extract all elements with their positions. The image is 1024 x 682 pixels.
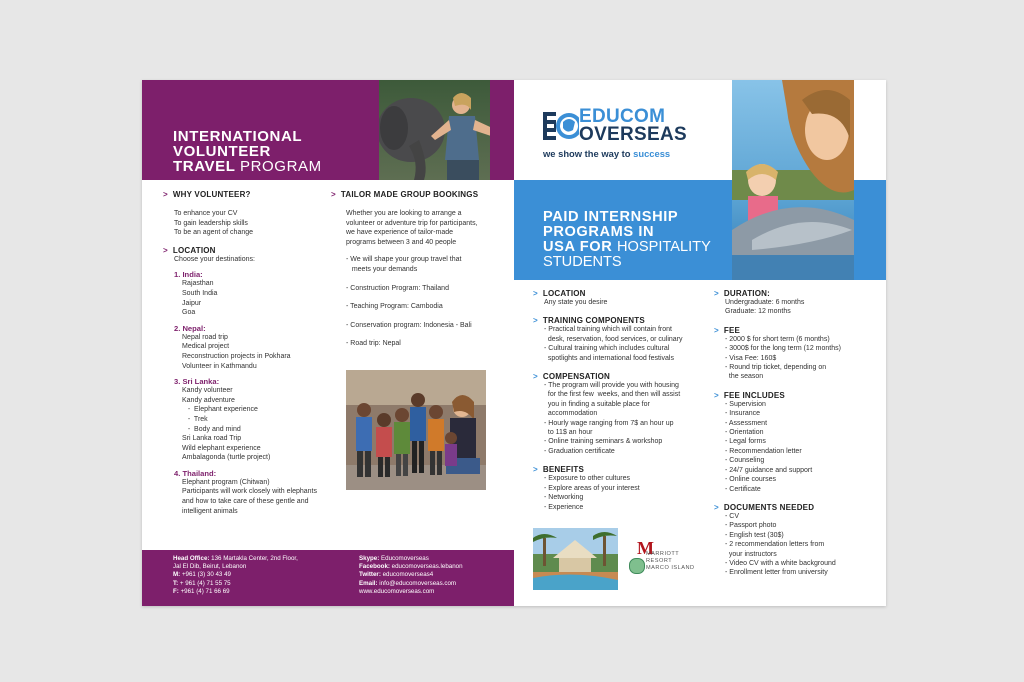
brochure-sheet: INTERNATIONAL VOLUNTEER TRAVEL PROGRAM > WHY VOLUNTEER? To enhance your CV To gain leadership skills To be an agent of change > LOCATION Choose your destinations: 1. India: Rajasthan South India Jaipur Goa 2. Nepal: Nepal road trip Medical project Reconstruction projects in Pokhara Volunteer in Kathmandu 3. Sri Lanka: Kandy volunteer Kandy adventure - Elephant experience - Trek - Body and mind Sri Lanka road Trip Wild elephant experience Ambalagonda (turtle project) 4. Thailand: Elephant program (Chitwan) Participants will work closely with elephants and how to take care of these gentle and intelligent animals > TAILOR MADE GROUP BOOKINGS Whether you are looking to arrange a volunteer or adventure trip for participants, we have experience of tailor-made programs between 3 and 40 people - We will shape your group travel that meets your demands - Construction Program: Thailand - Teaching Program: Cambodia - Conservation program: Indonesia - Bali - Road trip: Nepal Head Office: 136 Martakla Center, 2nd Floor, Jal El Dib, Beirut, Lebanon M: +961 (3) 30 43 49 T: + 961 (4) 71 55 75 F: +961 (4) 71 66 69 Skype: Educomoverseas Facebook: educomoverseas.lebanon Twitter: educomoverseas4 Email: info@educomoverseas.com www.educomoverseas.com EDUCOM OVERSEAS we show the way to success PAID INTERNSHIP PROGRAMS IN USA FOR HOSPITALITY STUDENTS > LOCATION Any state you desire > TRAINING COMPONENTS - Practical training which will contain front desk, reservation, food services, or culinary - Cultural training which includes cultural spotlights and international food festivals > COMPENSATION - The program will provide you with housing for the first few weeks, and then will assist you in finding a suitable place for accommodation - Hourly wage ranging from 7$ an hour up to 11$ an hour - Online training seminars & workshop - Graduation certificate > BENEFITS - Exposure to other cultures - Explore areas of your interest - Networking - Experience > DURATION: Undergraduate: 6 months Graduate: 12 months > FEE - 2000 $ for short term (6 months) - 3000$ for the long term (12 months) - Visa Fee: 160$ - Round trip ticket, depending on the season > FEE INCLUDES - Supervision - Insurance - Assessment - Orientation - Legal forms - Recommendation letter - Counseling - 24/7 guidance and support - Online courses - Certificate > DOCUMENTS NEEDED - CV - Passport photo - English test (30$) - 2 recommendation letters from your instructors - Video CV with a white background - Enrollment letter from university M MARRIOTT RESORT MARCO ISLAND: [142, 80, 886, 606]
section-heading-text: DOCUMENTS NEEDED: [723, 502, 815, 512]
destination-title: 2. Nepal:: [174, 323, 206, 333]
destination-item: Rajasthan: [182, 280, 214, 288]
logo-line1: EDUCOM: [579, 106, 666, 127]
destination-item: - Trek: [182, 415, 208, 423]
why-line: To enhance your CV: [174, 210, 238, 217]
section-heading-text: BENEFITS: [542, 465, 585, 475]
destination-item: Participants will work closely with elephants: [182, 488, 317, 496]
section-heading: [533, 465, 703, 474]
section-line: - Graduation certificate: [544, 447, 615, 455]
section-line: Graduate: 12 months: [725, 308, 791, 316]
section-line: - The program will provide you with housing: [544, 382, 679, 390]
section-line: - Supervision: [725, 400, 766, 408]
section-line: Undergraduate: 6 months: [725, 299, 805, 306]
destination-item: - Body and mind: [182, 425, 241, 433]
destination-item: South India: [182, 289, 218, 297]
section-line: - Assessment: [725, 419, 768, 427]
left-title-line3-bold: TRAVEL: [173, 158, 236, 175]
section-line: - Insurance: [725, 410, 761, 418]
left-title-line3-light: PROGRAM: [240, 158, 322, 175]
chevron-right-icon: >: [533, 465, 538, 475]
section-line: - Recommendation letter: [725, 447, 802, 455]
section-heading: [714, 391, 864, 400]
section-line: - Passport photo: [725, 522, 777, 530]
section-line: - 24/7 guidance and support: [725, 466, 813, 474]
chevron-right-icon: >: [533, 372, 538, 382]
footer-label: Facebook:: [359, 563, 390, 571]
destination-list: [174, 270, 323, 516]
footer-label: Skype:: [359, 555, 380, 562]
tailor-item-line: - We will shape your group travel that: [346, 256, 462, 264]
section-heading: [533, 289, 703, 298]
tailor-items: [346, 255, 496, 349]
destination-title: 3. Sri Lanka:: [174, 377, 220, 387]
chevron-right-icon: >: [714, 502, 719, 512]
footer-value: educomoverseas.lebanon: [389, 563, 463, 571]
why-list: [174, 209, 323, 238]
tailor-item: [346, 302, 496, 312]
section-line: you in finding a suitable place for: [544, 400, 650, 408]
left-top-strip: [490, 80, 514, 180]
left-title-line1: INTERNATIONAL: [173, 128, 303, 145]
logo-tagline: we show the way to: [543, 148, 634, 159]
section-lines: [544, 474, 703, 512]
marriott-line2: RESORT: [646, 558, 673, 564]
section-line: - English test (30$): [725, 531, 784, 539]
logo-mark: [543, 110, 579, 149]
section-line: - CV: [725, 512, 739, 520]
destination-item: Volunteer in Kathmandu: [182, 362, 257, 370]
tailor-item-line: - Construction Program: Thailand: [346, 284, 449, 292]
dolphin-photo: [732, 80, 854, 280]
logo-line2: OVERSEAS: [579, 124, 687, 145]
destination-title: 4. Thailand:: [174, 468, 217, 478]
section-line: - Cultural training which includes cultural: [544, 345, 670, 353]
section-heading-text: DURATION:: [723, 289, 770, 298]
footer-value: +961 (3) 30 43 49: [180, 571, 231, 579]
tailor-item: [346, 284, 496, 294]
section-heading: [714, 289, 864, 298]
section-heading-text: LOCATION: [542, 289, 586, 298]
destination-items: [182, 279, 323, 317]
footer-line: [359, 555, 463, 563]
footer-label: F:: [173, 587, 179, 595]
why-line: To be an agent of change: [174, 229, 254, 237]
footer-value: + 961 (4) 71 55 75: [178, 579, 231, 587]
destination-items: [182, 478, 323, 516]
footer-value: www.educomoverseas.com: [359, 587, 435, 595]
left-title-line2: VOLUNTEER: [173, 143, 271, 160]
footer-contact-left: [173, 555, 298, 596]
section-heading: [714, 326, 864, 335]
section-line: - Online courses: [725, 476, 776, 484]
destination-item: Nepal road trip: [182, 333, 228, 341]
section-line: to 11$ an hour: [544, 429, 593, 437]
footer-line: [173, 588, 298, 596]
section-lines: [544, 298, 703, 307]
section-lines: [725, 400, 864, 494]
tailor-item-line: meets your demands: [346, 265, 418, 273]
destination-item: Ambalagonda (turtle project): [182, 454, 271, 462]
footer-label: T:: [173, 579, 179, 587]
section-line: - 2 recommendation letters from: [725, 541, 825, 549]
destination-item: Elephant program (Chitwan): [182, 478, 270, 486]
chevron-right-icon: >: [714, 289, 719, 298]
right-edge-blue: [854, 180, 886, 280]
section-lines: [725, 335, 864, 382]
footer-line: [359, 580, 463, 588]
tailor-item: [346, 321, 496, 331]
tailor-intro-line: we have experience of tailor-made: [346, 229, 454, 237]
destination-items: [182, 386, 323, 463]
tailor-item: [346, 255, 496, 274]
section-line: accommodation: [544, 410, 598, 418]
footer-line: [173, 555, 298, 563]
section-heading-text: COMPENSATION: [542, 372, 611, 382]
section-line: desk, reservation, food services, or culinary: [544, 335, 683, 343]
destination-item: Reconstruction projects in Pokhara: [182, 352, 291, 360]
resort-photo: [533, 528, 618, 590]
marriott-line1: MARRIOTT: [646, 551, 680, 557]
right-title-line3-bold: USA FOR: [543, 239, 613, 255]
destination-items: [182, 333, 323, 371]
section-line: - Video CV with a white background: [725, 559, 836, 567]
marriott-emblem-icon: [629, 558, 645, 574]
destination-item: Kandy adventure: [182, 396, 235, 404]
section-lines: [725, 512, 864, 578]
why-line: To gain leadership skills: [174, 219, 248, 227]
chevron-right-icon: >: [714, 325, 719, 335]
right-title-line4: STUDENTS: [543, 254, 622, 270]
destination-item: Wild elephant experience: [182, 444, 261, 452]
footer-value: Educomoverseas: [379, 555, 429, 562]
internship-column-left: [533, 289, 703, 512]
section-line: - Visa Fee: 160$: [725, 354, 777, 362]
footer-line: [359, 571, 463, 579]
destination-item: Medical project: [182, 343, 230, 351]
tailor-heading: TAILOR MADE GROUP BOOKINGS: [340, 190, 479, 199]
section-line: - Certificate: [725, 485, 761, 493]
destination-item: Jaipur: [182, 299, 202, 307]
section-line: - Orientation: [725, 429, 764, 437]
volunteer-group-photo: [346, 370, 486, 490]
chevron-right-icon: >: [714, 390, 719, 400]
section-line: - Explore areas of your interest: [544, 484, 640, 492]
location-left-heading: LOCATION: [172, 245, 216, 255]
footer-label: Head Office:: [173, 555, 210, 562]
destination-item: - Elephant experience: [182, 406, 258, 414]
right-title-banner: [514, 180, 732, 280]
section-heading-text: FEE: [723, 325, 741, 335]
section-heading: [533, 316, 703, 325]
right-title-line3-light: HOSPITALITY: [617, 239, 711, 255]
left-footer: [142, 550, 514, 606]
chevron-right-icon: >: [533, 289, 538, 298]
section-line: for the first few weeks, and then will assist: [544, 391, 681, 399]
footer-line: [359, 588, 463, 596]
tailor-intro: [346, 209, 496, 247]
tailor-item-line: - Teaching Program: Cambodia: [346, 303, 443, 311]
section-heading: [533, 372, 703, 381]
logo-tagline-accent: success: [633, 148, 671, 159]
footer-label: M:: [173, 571, 181, 579]
section-heading-text: FEE INCLUDES: [723, 390, 785, 400]
section-line: - Counseling: [725, 457, 765, 465]
chevron-right-icon: >: [533, 316, 538, 326]
destination-item: and how to take care of these gentle and: [182, 498, 309, 506]
section-heading: [714, 503, 864, 512]
section-line: - Online training seminars & workshop: [544, 438, 663, 446]
left-title-banner: [142, 80, 379, 180]
tailor-item: [346, 339, 496, 349]
footer-line: [359, 563, 463, 571]
section-line: your instructors: [725, 550, 777, 558]
educom-logo: [543, 106, 713, 160]
section-lines: [725, 298, 864, 317]
tailor-intro-line: programs between 3 and 40 people: [346, 238, 457, 246]
section-line: - Legal forms: [725, 438, 766, 446]
section-line: - Hourly wage ranging from 7$ an hour up: [544, 419, 674, 427]
footer-line: [173, 571, 298, 579]
section-line: - Exposure to other cultures: [544, 475, 630, 483]
footer-value: +961 (4) 71 66 69: [178, 587, 230, 595]
footer-label: Twitter:: [359, 571, 381, 579]
footer-label: Email:: [359, 579, 378, 587]
section-line: the season: [725, 373, 764, 381]
section-line: - 3000$ for the long term (12 months): [725, 345, 841, 353]
right-title-line2: PROGRAMS IN: [543, 224, 655, 240]
tailor-item-line: - Conservation program: Indonesia - Bali: [346, 321, 472, 329]
destination-item: intelligent animals: [182, 507, 238, 515]
location-left-intro: Choose your destinations:: [174, 255, 255, 263]
footer-value: info@educomoverseas.com: [377, 579, 457, 587]
section-line: - Round trip ticket, depending on: [725, 364, 827, 372]
destination-item: Kandy volunteer: [182, 387, 233, 395]
footer-value: educomoverseas4: [380, 571, 434, 579]
section-heading-text: TRAINING COMPONENTS: [542, 316, 645, 326]
destination-title: 1. India:: [174, 270, 203, 280]
right-edge-strip: [854, 80, 886, 180]
footer-value: Jal El Dib, Beirut, Lebanon: [173, 563, 247, 571]
destination-item: Sri Lanka road Trip: [182, 435, 242, 443]
section-line: - 2000 $ for short term (6 months): [725, 335, 830, 343]
marriott-line3: MARCO ISLAND: [646, 565, 695, 571]
footer-line: [173, 563, 298, 571]
footer-line: [173, 580, 298, 588]
section-line: - Practical training which will contain front: [544, 326, 672, 334]
right-title-line1: PAID INTERNSHIP: [543, 209, 679, 225]
why-volunteer-heading: WHY VOLUNTEER?: [172, 190, 251, 199]
tailor-item-line: - Road trip: Nepal: [346, 340, 401, 348]
marriott-m-icon: M: [637, 538, 654, 558]
footer-value: 136 Martakla Center, 2nd Floor,: [209, 555, 298, 562]
section-line: Any state you desire: [544, 299, 608, 306]
tailor-intro-line: Whether you are looking to arrange a: [346, 210, 462, 217]
section-line: spotlights and international food festivals: [544, 354, 674, 362]
section-line: - Experience: [544, 503, 584, 511]
tailor-intro-line: volunteer or adventure trip for participants,: [346, 219, 478, 227]
section-line: - Enrollment letter from university: [725, 569, 828, 577]
footer-contact-right: [359, 555, 463, 596]
section-line: - Networking: [544, 494, 584, 502]
section-lines: [544, 381, 703, 456]
marriott-logo: [629, 538, 709, 578]
destination-item: Goa: [182, 309, 196, 317]
section-lines: [544, 325, 703, 363]
internship-column-right: [714, 289, 864, 578]
